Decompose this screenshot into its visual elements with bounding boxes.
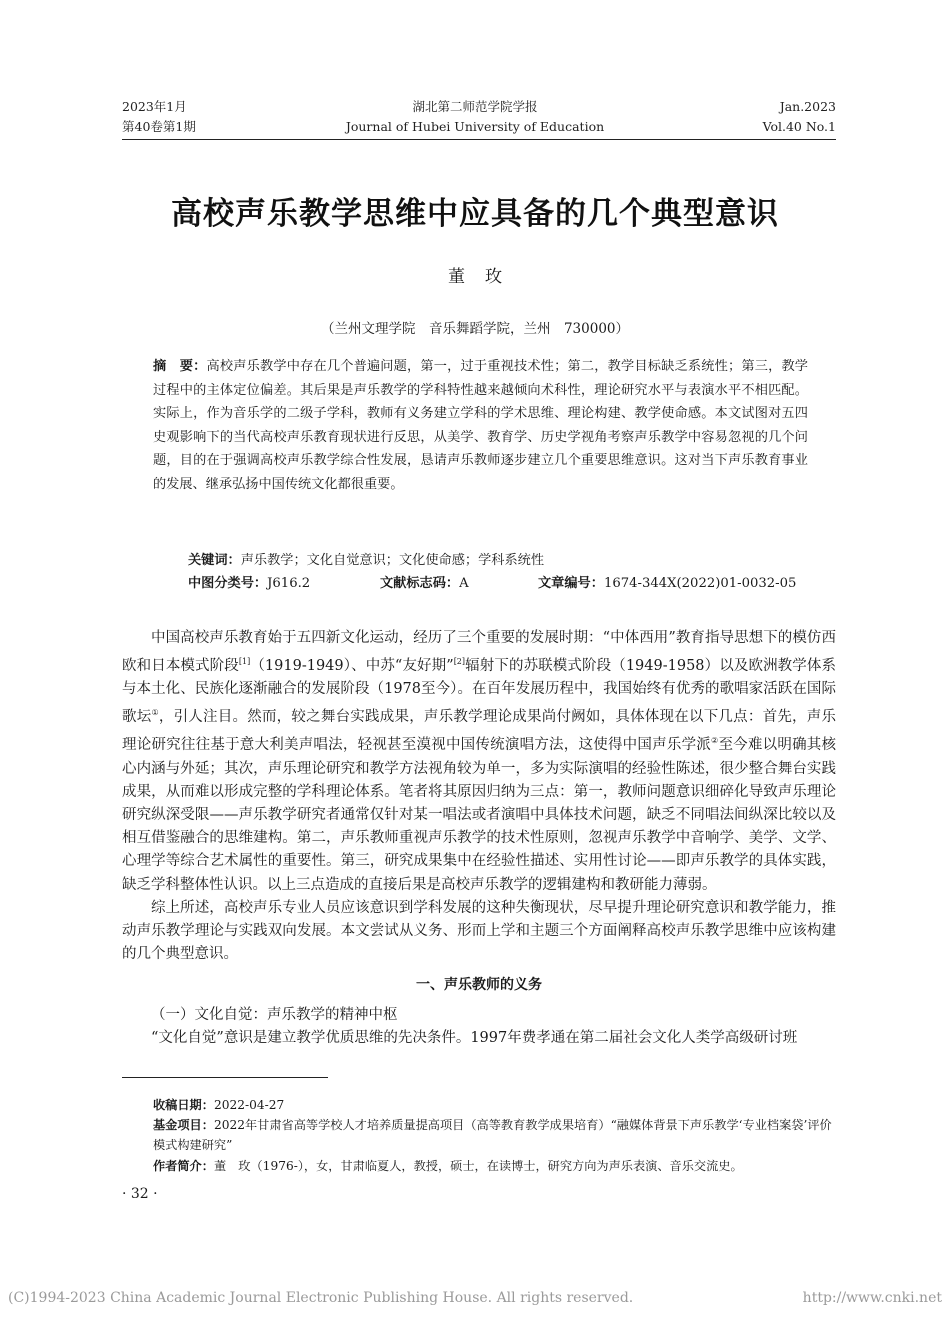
abstract-text: 高校声乐教学中存在几个普遍问题，第一，过于重视技术性；第二，教学目标缺乏系统性；第三，教学过程中的主体定位偏差。其后果是声乐教学的学科特性越来越倾向术科性，理论研究水平与表演水平不相匹配。实际上，作为音乐学的二级子学科，教师有义务建立学科的学术思维、理论构建、教学使命感。本文试图对五四史观影响下的当代高校声乐教育现状进行反思，从美学、教育学、历史学视角考察声乐教学中容易忽视的几个问题，目的在于强调高校声乐教学综合性发展，恳请声乐教师逐步建立几个重要思维意识。这对当下声乐教育事业的发展、继承弘扬中国传统文化都很重要。 (153, 359, 808, 492)
author-bio-value: 董 玫（1976-），女，甘肃临夏人，教授，硕士，在读博士，研究方向为声乐表演、音乐交流史。 (213, 1159, 743, 1173)
text-run: （1919-1949）、中苏“友好期” (250, 658, 454, 675)
abstract-label: 摘 要： (153, 359, 207, 374)
article-number-value: 1674-344X(2022)01-0032-05 (603, 576, 797, 591)
volume-issue-en: Vol.40 No.1 (762, 119, 836, 134)
issue-date: 2023年1月 (122, 99, 187, 114)
article-meta (188, 572, 808, 595)
header-left (122, 97, 196, 137)
cnki-link[interactable]: http://www.cnki.net (802, 1290, 942, 1306)
article-number-label: 文章编号： (538, 576, 604, 591)
footnote-author (153, 1156, 836, 1176)
abstract (153, 355, 808, 496)
paragraph: 综上所述，高校声乐专业人员应该意识到学科发展的这种失衡现状，尽早提升理论研究意识和教学能力，推动声乐教学理论与实践双向发展。本文尝试从义务、形而上学和主题三个方面阐释高校声乐教学思维中应该构建的几个典型意识。 (122, 899, 836, 963)
doc-label: 文献标志码： (380, 576, 460, 591)
article-author: 董玫 (448, 267, 522, 287)
section-heading: 一、声乐教师的义务 (416, 977, 542, 994)
text-run: 中国高校声乐教育始于五四新文化运动，经历了三个重要的发展时期：“中体西用”教育指导思想下的模仿西欧和日本模式阶段 (122, 630, 836, 675)
text-run: ，引人注目。然而，较之舞台实践成果，声乐教学理论成果尚付阙如，具体体现在以下几点：首先，声乐理论研究往往基于意大利美声唱法，轻视甚至漠视中国传统演唱方法，这使得中国声乐学派 (122, 709, 837, 754)
text-run: 至今难以明确其核心内涵与外延；其次，声乐理论研究和教学方法视角较为单一，多为实际演唱的经验性陈述，很少整合舞台实践成果，从而难以形成完整的学科理论体系。笔者将其原因归纳为三点：第一，教师问题意识细碎化导致声乐理论研究纵深受限——声乐教学研究者通常仅针对某一唱法或者演唱中具体技术问题，缺乏不同唱法间纵深比较以及相互借鉴融合的思维建构。第二，声乐教师重视声乐教学的技术性原则，忽视声乐教学中音响学、美学、文学、心理学等综合艺术属性的重要性。第三，研究成果集中在经验性描述、实用性讨论——即声乐教学的具体实践，缺乏学科整体性认识。以上三点造成的直接后果是高校声乐教学的逻辑建构和教研能力薄弱。 (122, 737, 837, 893)
article-title: 高校声乐教学思维中应具备的几个典型意识 (171, 196, 779, 232)
keywords-label: 关键词： (188, 553, 241, 568)
copyright-bar (0, 1290, 950, 1306)
note-marker[interactable]: ① (151, 708, 159, 718)
keywords-text: 声乐教学；文化自觉意识；文化使命感；学科系统性 (240, 553, 545, 568)
header-divider (122, 139, 836, 140)
journal-name-en: Journal of Hubei University of Education (345, 119, 605, 134)
article-body (122, 627, 836, 1050)
page-number: · 32 · (122, 1186, 158, 1202)
author-bio-label: 作者简介： (153, 1159, 214, 1173)
fund-value: 2022年甘肃省高等学校人才培养质量提高项目（高等教育教学成果培育）“融媒体背景下声乐教学‘专业档案袋’评价模式构建研究” (153, 1118, 832, 1152)
received-label: 收稿日期： (153, 1098, 214, 1112)
footnote-divider (122, 1077, 328, 1078)
volume-issue: 第40卷第1期 (122, 119, 196, 134)
document-code (380, 572, 538, 595)
journal-name-cn: 湖北第二师范学院学报 (412, 99, 538, 114)
article-number (538, 572, 796, 595)
copyright-text: (C)1994-2023 China Academic Journal Electronic Publishing House. All rights reserved. (8, 1290, 634, 1306)
received-value: 2022-04-27 (213, 1098, 285, 1112)
paragraph: “文化自觉”意识是建立教学优质思维的先决条件。1997年费孝通在第二届社会文化人类学高级研讨班 (151, 1029, 798, 1046)
author-affiliation: （兰州文理学院 音乐舞蹈学院，兰州 730000） (320, 321, 630, 337)
footnote-fund (153, 1115, 836, 1155)
clc-value: J616.2 (267, 576, 311, 591)
keywords (188, 549, 808, 572)
text-run: 辐射下的苏联模式阶段（1949-1958）以及欧洲教学体系与本土化、民族化逐渐融合的发展阶段（1978至今）。在百年发展历程中，我国始终有优秀的歌唱家活跃在国际歌坛 (122, 658, 837, 726)
subsection-heading: （一）文化自觉：声乐教学的精神中枢 (151, 1006, 398, 1023)
clc-label: 中图分类号： (188, 576, 268, 591)
footnote-received (153, 1095, 836, 1115)
fund-label: 基金项目： (153, 1118, 214, 1132)
citation[interactable]: [1] (238, 657, 251, 667)
doc-value: A (459, 576, 469, 591)
header-right (763, 97, 836, 137)
note-marker[interactable]: ② (711, 736, 719, 746)
paragraph (122, 627, 836, 897)
issue-date-en: Jan.2023 (779, 99, 836, 114)
citation[interactable]: [2] (453, 657, 466, 667)
header-center (300, 97, 650, 137)
clc-number (188, 572, 380, 595)
